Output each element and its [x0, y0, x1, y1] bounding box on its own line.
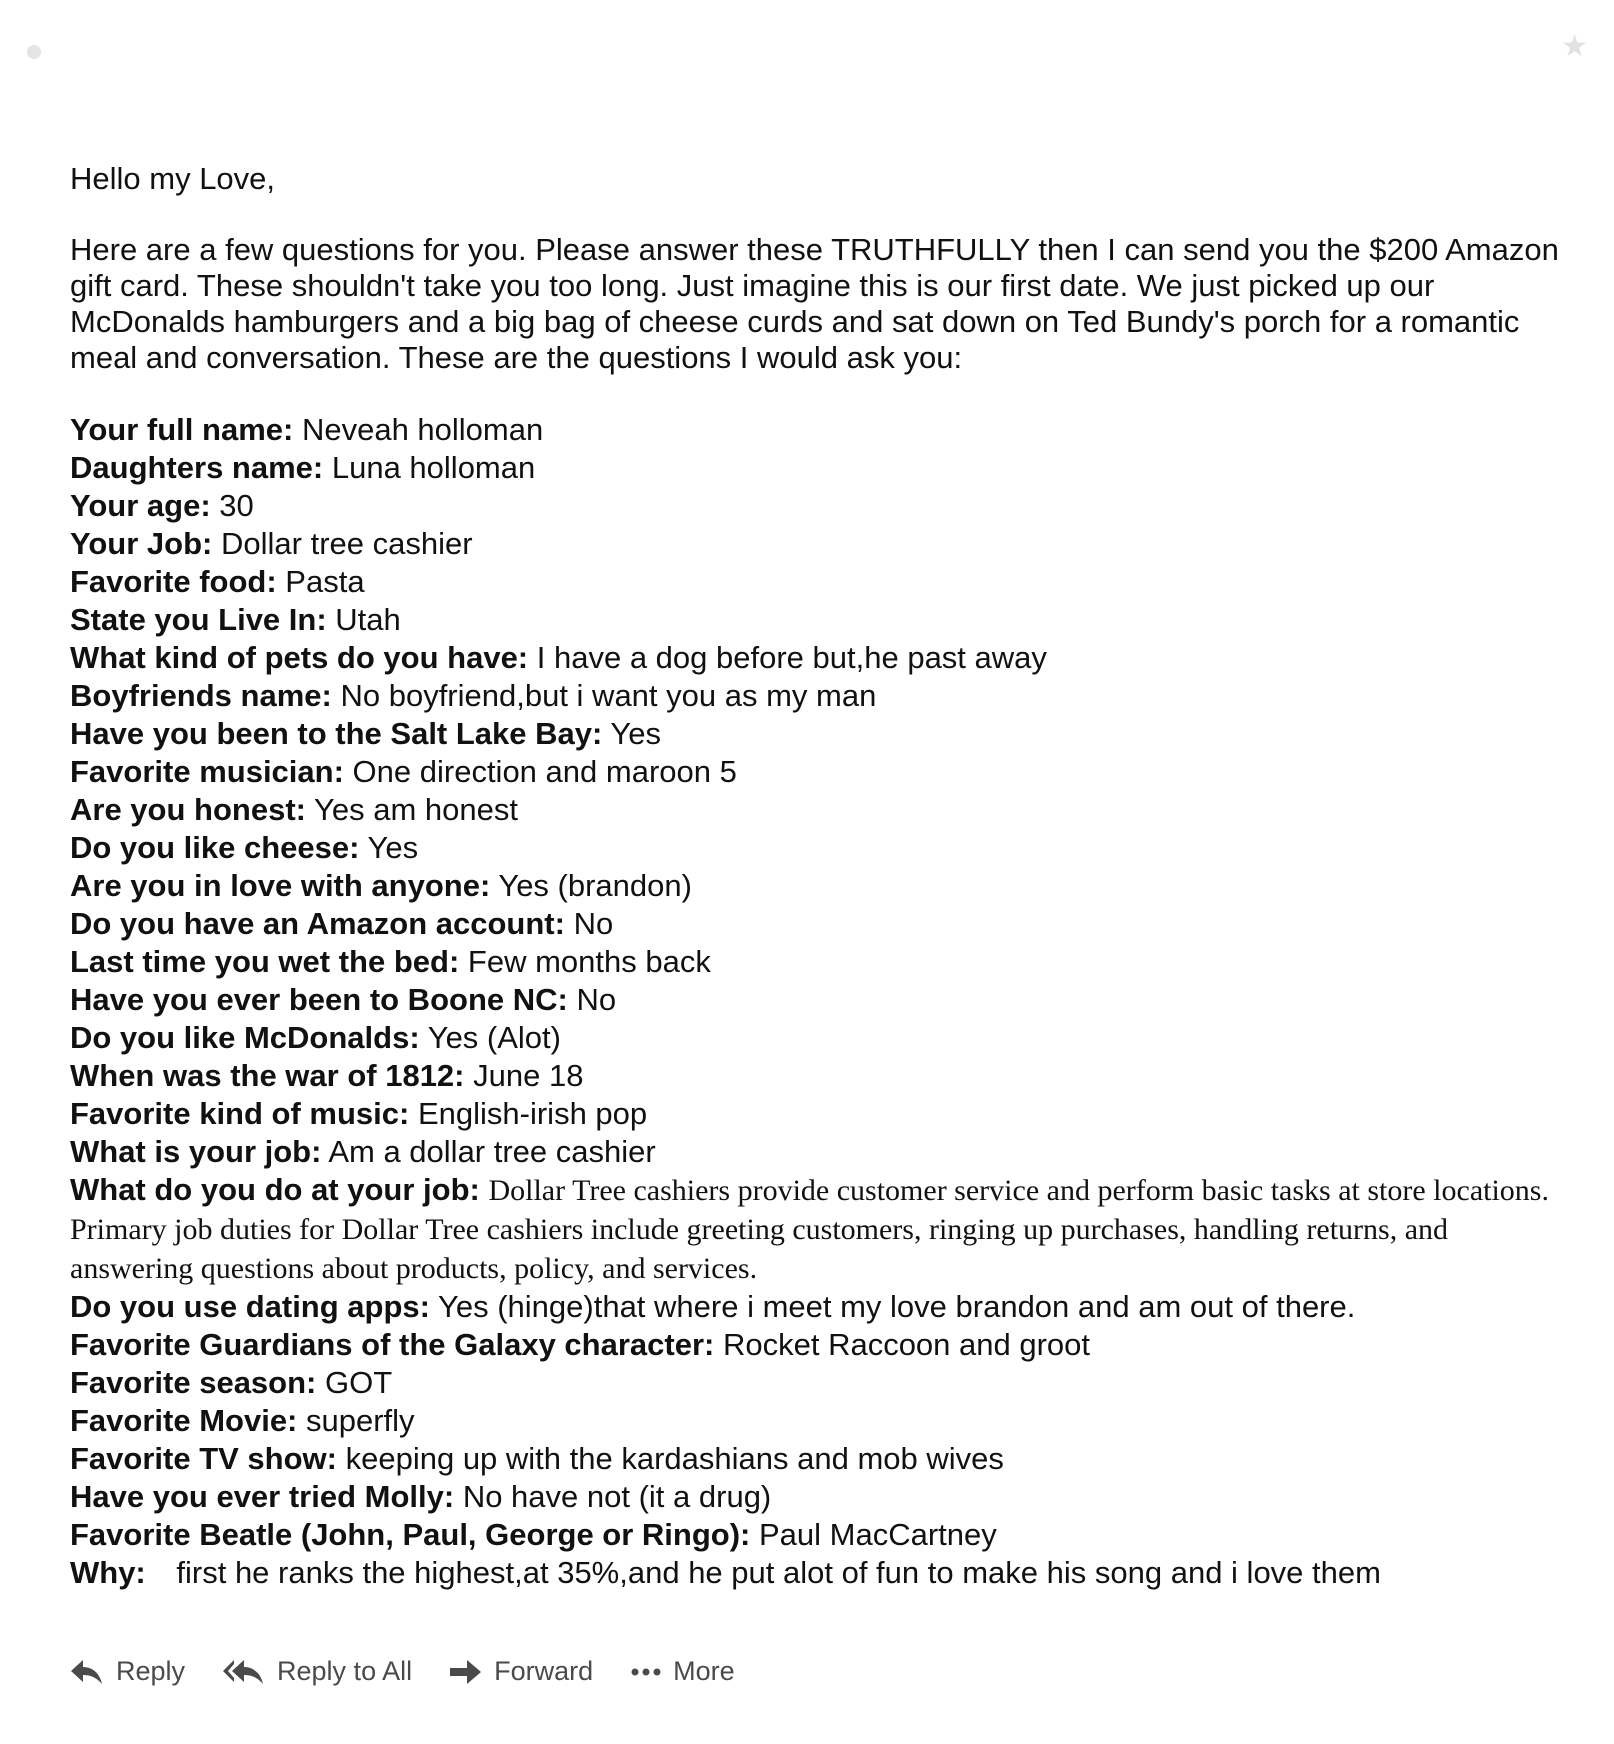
qa-line [70, 867, 1570, 905]
qa-line [70, 677, 1570, 715]
qa-line [70, 525, 1570, 563]
qa-line [70, 563, 1570, 601]
answer-text: 30 [219, 488, 254, 523]
question-label: Favorite kind of music: [70, 1096, 410, 1131]
qa-line [70, 1133, 1570, 1171]
answer-text: Yes (Alot) [427, 1020, 561, 1055]
qa-line [70, 1478, 1570, 1516]
qa-line [70, 411, 1570, 449]
answer-text: Utah [335, 602, 401, 637]
question-label: Favorite season: [70, 1365, 317, 1400]
reply-button[interactable] [70, 1656, 185, 1687]
question-label: Favorite TV show: [70, 1441, 337, 1476]
more-button[interactable] [631, 1656, 735, 1687]
answer-text: Yes (brandon) [498, 868, 692, 903]
question-label: Have you ever been to Boone NC: [70, 982, 568, 1017]
qa-line [70, 1364, 1570, 1402]
answer-text: Yes [367, 830, 419, 865]
qa-line [70, 753, 1570, 791]
question-label: Favorite Movie: [70, 1403, 298, 1438]
answer-text: keeping up with the kardashians and mob wives [345, 1441, 1004, 1476]
answer-text: Luna holloman [331, 450, 536, 485]
question-label: Favorite musician: [70, 754, 344, 789]
answer-text: Yes [610, 716, 661, 751]
question-label: Do you like McDonalds: [70, 1020, 420, 1055]
question-label: Your full name: [70, 412, 294, 447]
question-label: Have you been to the Salt Lake Bay: [70, 716, 603, 751]
qa-line [70, 1516, 1570, 1554]
qa-line [70, 1057, 1570, 1095]
message-actions [70, 1656, 773, 1687]
answer-text: Neveah holloman [301, 412, 544, 447]
qa-line [70, 1326, 1570, 1364]
question-label: Do you use dating apps: [70, 1289, 430, 1324]
answer-text: No have not (it a drug) [462, 1479, 772, 1514]
question-label: Have you ever tried Molly: [70, 1479, 455, 1514]
answer-text: English-irish pop [417, 1096, 648, 1131]
question-label: Your age: [70, 488, 211, 523]
question-label: Boyfriends name: [70, 678, 332, 713]
question-label: Why: [70, 1555, 146, 1590]
qa-line [70, 487, 1570, 525]
message-body [70, 160, 1570, 1592]
question-label: Daughters name: [70, 450, 324, 485]
qa-line [70, 791, 1570, 829]
qa-line [70, 905, 1570, 943]
answer-text: Rocket Raccoon and groot [722, 1327, 1091, 1362]
answer-text: GOT [325, 1365, 393, 1400]
question-label: Are you in love with anyone: [70, 868, 491, 903]
question-label: Are you honest: [70, 792, 306, 827]
question-label: What do you do at your job: [70, 1172, 480, 1207]
question-label: Do you like cheese: [70, 830, 360, 865]
answer-text: June 18 [473, 1058, 584, 1093]
qa-line [70, 715, 1570, 753]
question-label: Your Job: [70, 526, 213, 561]
qa-line [70, 1288, 1570, 1326]
question-label: Favorite Guardians of the Galaxy character: [70, 1327, 715, 1362]
answer-text: superfly [306, 1403, 415, 1438]
answer-text: No [573, 906, 614, 941]
answer-text: Am a dollar tree cashier [328, 1134, 656, 1169]
qa-line [70, 1554, 1570, 1592]
qa-line [70, 1095, 1570, 1133]
qa-line [70, 639, 1570, 677]
question-label: What is your job: [70, 1134, 322, 1169]
question-label: When was the war of 1812: [70, 1058, 465, 1093]
answer-text: I have a dog before but,he past away [536, 640, 1047, 675]
question-label: State you Live In: [70, 602, 327, 637]
forward-icon [450, 1659, 482, 1685]
qa-line [70, 601, 1570, 639]
forward-label: Forward [494, 1656, 594, 1686]
forward-button[interactable] [450, 1656, 593, 1687]
qa-line [70, 1402, 1570, 1440]
qa-line [70, 943, 1570, 981]
answer-text: Few months back [467, 944, 711, 979]
question-label: What kind of pets do you have: [70, 640, 529, 675]
intro-paragraph: Here are a few questions for you. Please answer these TRUTHFULLY then I can send you the $200 Amazon gift card. These shouldn't take you too long. Just imagine this is our first date. We just picked up our McDonalds hamburgers and a big bag of cheese curds and sat down on Ted Bundy's porch for a romantic meal and conversation. These are the questions I would ask you: [70, 232, 1559, 375]
answer-text: No boyfriend,but i want you as my man [340, 678, 877, 713]
answer-text: Yes (hinge)that where i meet my love brandon and am out of there. [438, 1289, 1356, 1324]
question-label: Favorite food: [70, 564, 277, 599]
qa-line [70, 1019, 1570, 1057]
qa-line [70, 1171, 1570, 1288]
star-icon[interactable]: ★ [1561, 29, 1588, 64]
answer-text: Dollar tree cashier [221, 526, 473, 561]
qa-line [70, 1440, 1570, 1478]
question-label: Last time you wet the bed: [70, 944, 460, 979]
answer-text: One direction and maroon 5 [352, 754, 737, 789]
answer-text: Paul MacCartney [759, 1517, 997, 1552]
question-label: Favorite Beatle (John, Paul, George or Ringo): [70, 1517, 751, 1552]
qa-line [70, 449, 1570, 487]
answer-text: No [576, 982, 617, 1017]
reply-all-button[interactable] [223, 1656, 412, 1687]
status-dot-icon [27, 45, 41, 59]
question-label: Do you have an Amazon account: [70, 906, 565, 941]
qa-line [70, 981, 1570, 1019]
greeting: Hello my Love, [70, 161, 276, 196]
more-label: More [673, 1656, 735, 1686]
answer-text: Yes am honest [314, 792, 518, 827]
reply-label: Reply [116, 1656, 186, 1686]
qa-line [70, 829, 1570, 867]
answer-text: Dollar Tree cashiers provide customer service and perform basic tasks at store locations. Primary job duties for Dollar Tree cashiers include greeting customers, ringing up purchases, handling returns, and answering questions about products, policy, and services. [70, 1174, 1549, 1285]
answer-text: first he ranks the highest,at 35%,and he put alot of fun to make his song and i love them [176, 1555, 1381, 1590]
more-icon [631, 1667, 661, 1677]
reply-icon [70, 1659, 104, 1685]
answer-text: Pasta [285, 564, 365, 599]
reply-all-icon [223, 1659, 265, 1685]
reply-all-label: Reply to All [277, 1656, 413, 1686]
